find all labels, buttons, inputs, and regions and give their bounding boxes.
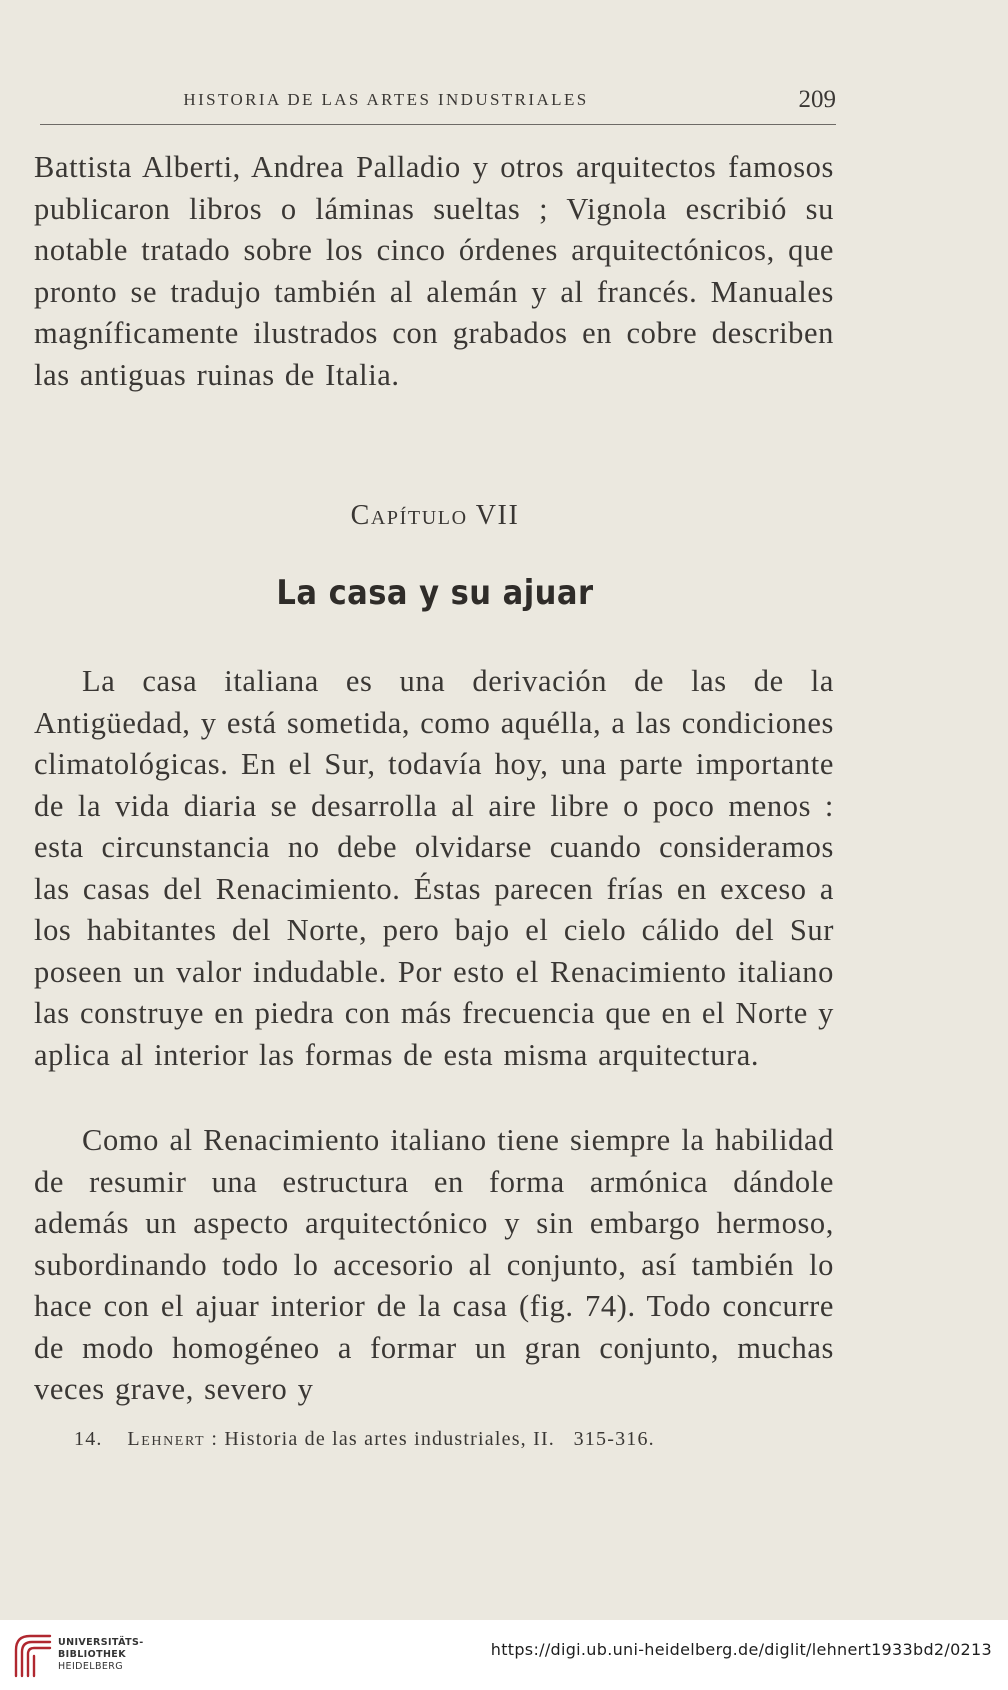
page-number: 209 — [798, 86, 836, 113]
library-name-line1: UNIVERSITÄTS- — [58, 1637, 144, 1648]
library-name-line3: HEIDELBERG — [58, 1661, 124, 1672]
library-name — [58, 1637, 144, 1673]
running-title: HISTORIA DE LAS ARTES INDUSTRIALES — [183, 90, 589, 109]
running-head — [36, 86, 836, 116]
library-logo-icon — [10, 1630, 56, 1680]
chapter-title: La casa y su ajuar — [276, 573, 594, 613]
paragraph-1: La casa italiana es una derivación de las de la Antigüedad, y está sometida, como aquélla, a las condiciones climatológicas. En el Sur, todavía hoy, una parte importante de la vida diaria se desarrolla al aire libre o poco menos : esta circunstancia no debe olvidarse cuando consideramos las casas del Renacimiento. Éstas parecen frías en exceso a los habitantes del Norte, pero bajo el cielo cálido del Sur poseen un valor indudable. Por esto el Renacimiento italiano las construye en piedra con más frecuencia que en el Norte y aplica al interior las formas de esta misma arquitectura. — [34, 664, 834, 1072]
footer-author: Lehnert — [127, 1428, 206, 1450]
footer-work: Historia de las artes industriales, II. — [224, 1428, 555, 1450]
intro-paragraph: Battista Alberti, Andrea Palladio y otros arquitectos famosos publicaron libros o láminas sueltas ; Vignola escribió su notable tratado sobre los cinco órdenes arquitectónicos, que pronto se tradujo también al alemán y al francés. Manuales magníficamente ilustrados con grabados en cobre describen las antiguas ruinas de Italia. — [34, 150, 834, 392]
permalink-url[interactable]: https://digi.ub.uni-heidelberg.de/diglit/lehnert1933bd2/0213 — [490, 1640, 992, 1659]
header-rule — [40, 124, 836, 125]
library-footer-bar — [0, 1620, 1008, 1690]
footer-page-range: 315-316. — [573, 1428, 655, 1450]
signature-number: 14. — [74, 1428, 103, 1450]
library-name-line2: BIBLIOTHEK — [58, 1649, 126, 1660]
chapter-label: Capítulo VII — [350, 500, 520, 531]
paragraph-2: Como al Renacimiento italiano tiene siempre la habilidad de resumir una estructura en forma armónica dándole además un aspecto arquitectónico y sin embargo hermoso, subordinando todo lo accesorio al conjunto, así también lo hace con el ajuar interior de la casa (fig. 74). Todo concurre de modo homogéneo a formar un gran conjunto, muchas veces grave, severo y — [34, 1123, 834, 1406]
footer-separator: : — [211, 1428, 219, 1450]
footer-signature — [74, 1428, 834, 1451]
